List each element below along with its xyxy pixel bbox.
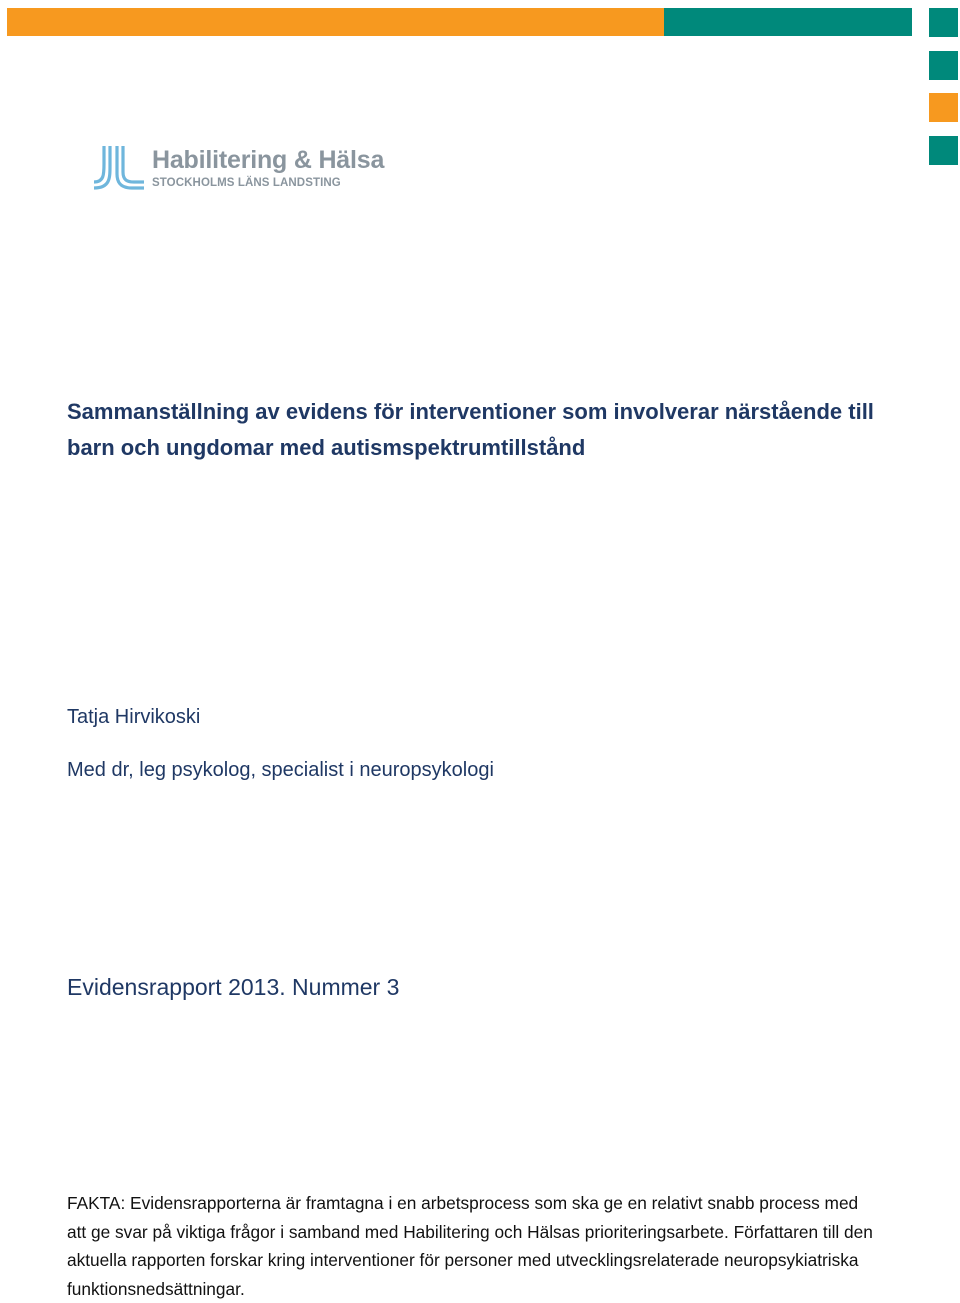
author-credentials: Med dr, leg psykolog, specialist i neuropsykologi xyxy=(67,759,494,781)
document-title: Sammanställning av evidens för interventioner som involverar närstående till barn och ungdomar med autismspektrumtillstånd xyxy=(67,399,874,460)
header-teal-bar xyxy=(664,8,912,36)
decor-square-teal-2 xyxy=(929,51,958,80)
decor-square-teal-1 xyxy=(929,8,958,37)
decor-square-orange xyxy=(929,93,958,122)
author-name: Tatja Hirvikoski xyxy=(67,706,201,728)
logo-subtitle: STOCKHOLMS LÄNS LANDSTING xyxy=(152,177,341,189)
fakta-paragraph: FAKTA: Evidensrapporterna är framtagna i en arbetsprocess som ska ge en relativt snabb process med att ge svar på viktiga frågor i samband med Habilitering och Hälsas prioriteringsarbete. Författaren till den aktuella rapporten forskar kring interventioner för personer med utvecklingsrelaterade neuropsykiatriska funktionsnedsättningar. xyxy=(67,1193,873,1299)
report-label: Evidensrapport 2013. Nummer 3 xyxy=(67,974,400,1000)
header-orange-bar xyxy=(7,8,664,36)
organization-logo xyxy=(90,144,400,194)
habilitering-logo-mark-icon xyxy=(90,144,146,192)
logo-name: Habilitering & Hälsa xyxy=(152,146,385,174)
decor-square-teal-3 xyxy=(929,136,958,165)
